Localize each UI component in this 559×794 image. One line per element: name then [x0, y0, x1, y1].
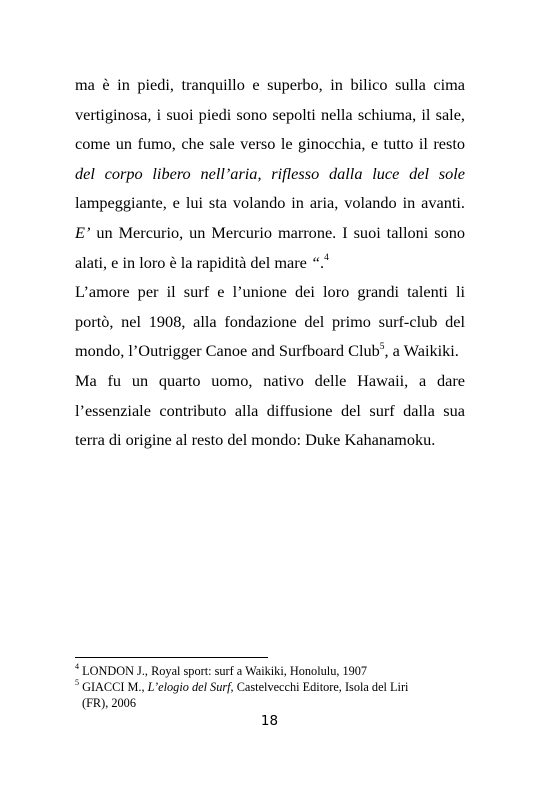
page-number: 18 — [260, 713, 279, 729]
text-run: , a Waikiki. — [384, 341, 459, 361]
footnote-title: L’elogio del Surf, — [147, 680, 234, 694]
footnote-number: 4 — [75, 661, 79, 671]
text-run: ma è in piedi, tranquillo e superbo, in bilico sulla cima vertiginosa, i suoi piedi sono sepolti nella schiuma, il sale, come un fumo, che sale verso le ginocchia, e tutto il resto — [75, 75, 465, 154]
footnote-text: Castelvecchi Editore, Isola del Liri — [233, 680, 409, 694]
footnotes — [75, 663, 475, 711]
footnote-ref-5[interactable]: 5 — [379, 341, 385, 352]
footnote-text: GIACCI M., — [79, 680, 148, 694]
footnote-4 — [75, 663, 475, 679]
text-run: lampeggiante, e lui sta volando in aria, volando in avanti. — [75, 193, 465, 213]
italic-text: E’ — [75, 222, 91, 242]
paragraph-3: Ma fu un quarto uomo, nativo delle Hawaii, a dare l’essenziale contributo alla diffusione del surf dalla sua terra di origine al resto del mondo: Duke Kahanamoku. — [75, 370, 465, 450]
footnote-separator — [75, 657, 268, 658]
footnote-5 — [75, 679, 475, 695]
italic-text: del corpo libero nell’aria, riflesso dalla luce del sole — [75, 163, 465, 183]
text-run: un Mercurio, un Mercurio marrone. I suoi talloni sono alati, e in loro è la rapidità del mare — [75, 222, 465, 272]
footnote-5-continuation: (FR), 2006 — [82, 696, 136, 710]
footnote-number: 5 — [75, 677, 79, 687]
text-run: L’amore per il surf e l’unione dei loro grandi talenti li portò, nel 1908, alla fondazione del primo surf-club del mondo, l’Outrigger Canoe and Surfboard Club — [75, 282, 465, 361]
footnote-text: LONDON J., Royal sport: surf a Waikiki, Honolulu, 1907 — [79, 664, 368, 678]
paragraph-1 — [75, 70, 465, 277]
closing-quote: “ — [310, 252, 321, 272]
text-run: . — [320, 252, 325, 272]
footnote-ref-4[interactable]: 4 — [324, 253, 329, 264]
paragraph-2 — [75, 277, 465, 366]
body-text — [75, 70, 465, 455]
